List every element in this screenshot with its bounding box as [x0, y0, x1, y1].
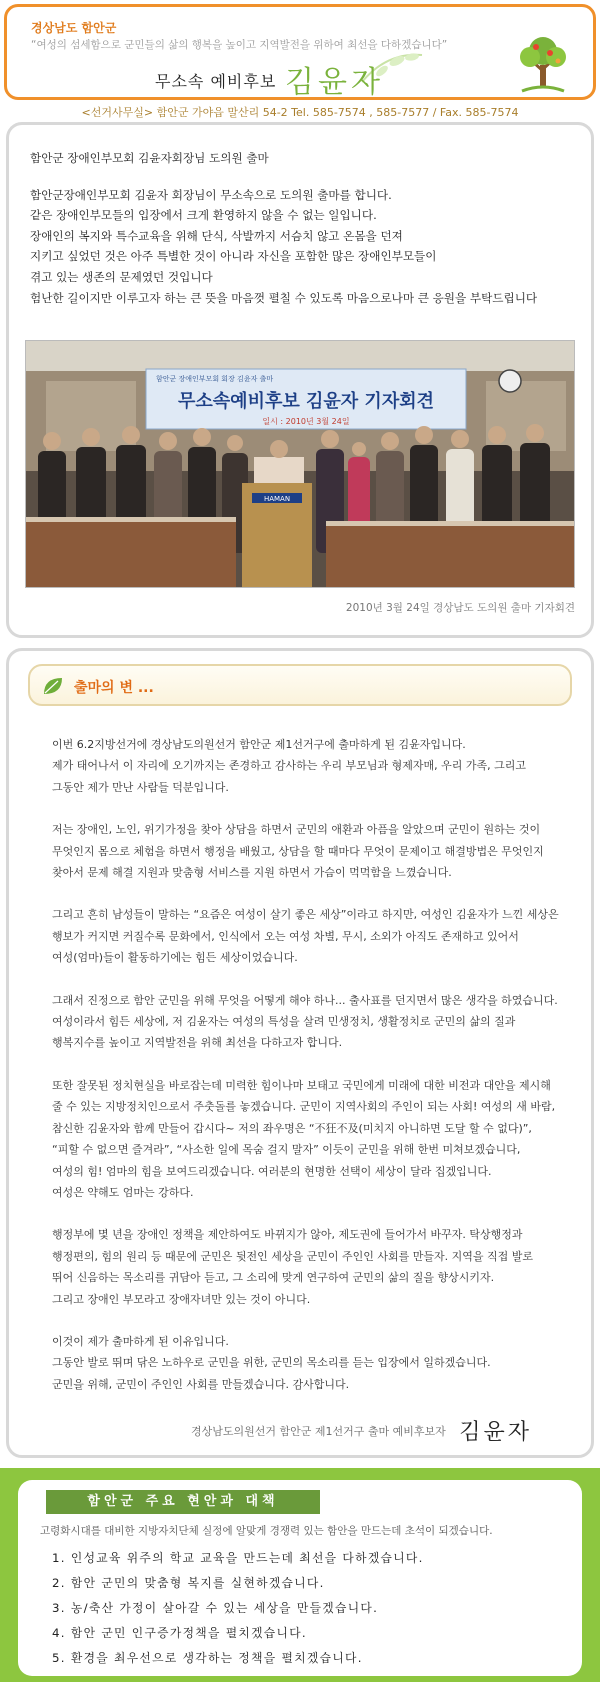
- statement-line: 그동안 발로 뛰며 닦은 노하우로 군민을 위한, 군민의 목소리를 듣는 입장에서 일하겠습니다.: [52, 1356, 491, 1370]
- intro-line: 겪고 있는 생존의 문제였던 것입니다: [30, 269, 213, 284]
- statement-paragraph: [52, 1331, 572, 1395]
- intro-title: 함안군 장애인부모회 김윤자회장님 도의원 출마: [30, 151, 269, 165]
- campaign-slogan: “여성의 섬세함으로 군민들의 삶의 행복을 높이고 지역발전을 위하여 최선을 다하겠습니다”: [31, 39, 448, 51]
- podium-logo-text: HAMAN: [263, 495, 291, 503]
- signature-line: [28, 1415, 532, 1446]
- statement-line: 여성은 약해도 엄마는 강하다.: [52, 1185, 194, 1199]
- statement-line: 제가 태어나서 이 자리에 오기까지는 존경하고 감사하는 우리 부모님과 형제자매, 우리 가족, 그리고: [52, 759, 526, 773]
- statement-line: 이번 6.2지방선거에 경상남도의원선거 함안군 제1선거구에 출마하게 된 김윤자입니다.: [52, 738, 466, 751]
- tree-logo-icon: [512, 31, 574, 97]
- statement-line: 뛰어 신음하는 목소리를 귀담아 듣고, 그 소리에 맞게 연구하여 군민의 삶의 질을 향상시키자.: [52, 1271, 495, 1285]
- photo-caption: 2010년 3월 24일 경상남도 도의원 출마 기자회견: [345, 602, 575, 614]
- statement-line: 그래서 진정으로 함안 군민을 위해 무엇을 어떻게 해야 하나... 출사표를 던지면서 많은 생각을 하였습니다.: [52, 993, 558, 1007]
- statement-line: 줄 수 있는 지방정치인으로서 주춧돌를 놓겠습니다. 군민이 지역사회의 주인이 되는 사회! 여성의 새 바람,: [52, 1100, 556, 1114]
- section-heading-bar: [28, 664, 572, 706]
- intro-line: 지키고 싶었던 것은 아주 특별한 것이 아니라 자신을 포함한 많은 장애인부모들이: [30, 249, 437, 264]
- signature-name: 김윤자: [459, 1420, 532, 1445]
- pledge-item: 3. 농/축산 가정이 살아갈 수 있는 세상을 만들겠습니다.: [52, 1601, 379, 1615]
- pledge-list: [52, 1546, 424, 1671]
- statement-line: 저는 장애인, 노인, 위기가정을 찾아 상담을 하면서 군민의 애환과 아픔을 알았으며 군민이 원하는 것이: [52, 823, 541, 837]
- statement-line: 행정부에 몇 년을 장애인 정책을 제안하여도 바뀌지가 않아, 제도권에 들어가서 바꾸자. 탁상행정과: [52, 1228, 523, 1242]
- statement-paragraph: [52, 904, 572, 968]
- intro-line: 함안군장애인부모회 김윤자 회장님이 무소속으로 도의원 출마를 합니다.: [30, 187, 392, 202]
- banner-main-text: 무소속예비후보 김윤자 기자회견: [178, 391, 434, 412]
- statement-line: 무엇인지 몸으로 체험을 하면서 행정을 배웠고, 상담을 할 때마다 무엇이 문제이고 해결방법은 무엇인지: [52, 844, 544, 858]
- statement-paragraph: [52, 819, 572, 883]
- intro-line: 장애인의 복지와 특수교육을 위해 단식, 삭발까지 서슴치 않고 온몸을 던져: [30, 228, 403, 243]
- statement-line: 행보가 커지면 커질수록 문화에서, 인식에서 오는 여성 차별, 무시, 소외가 아직도 존재하고 있어서: [52, 929, 519, 943]
- candidate-subtitle: 무소속 예비후보: [155, 72, 277, 91]
- statement-line: 행정편의, 힘의 원리 등 때문에 군민은 뒷전인 세상을 군민이 주인인 사회를 만들자. 지역을 직접 발로: [52, 1249, 533, 1263]
- pledge-title: 함안군 주요 현안과 대책: [46, 1490, 320, 1514]
- statement-line: 그리고 흔히 남성들이 말하는 “요즘은 여성이 살기 좋은 세상”이라고 하지만, 여성인 김윤자가 느낀 세상은: [52, 908, 559, 922]
- statement-line: 그리고 장애인 부모라고 장애자녀만 있는 것이 아니다.: [52, 1292, 311, 1306]
- statement-line: 또한 잘못된 정치현실을 바로잡는데 미력한 힘이나마 보태고 국민에게 미래에 대한 비전과 대안을 제시해: [52, 1078, 551, 1092]
- statement-paragraph: [52, 990, 572, 1054]
- statement-body: [52, 734, 572, 1416]
- intro-text: [30, 148, 575, 308]
- statement-paragraph: [52, 734, 572, 798]
- office-address: <선거사무실> 함안군 가야읍 말산리 54-2 Tel. 585-7574 , 585-7577 / Fax. 585-7574: [81, 106, 519, 119]
- intro-line: 험난한 길이지만 이루고자 하는 큰 뜻을 마음껏 펼칠 수 있도록 마음으로나마 큰 응원을 부탁드립니다: [30, 290, 538, 305]
- statement-paragraph: [52, 1224, 572, 1310]
- pledge-item: 4. 함안 군민 인구증가정책을 펼치겠습니다.: [52, 1626, 307, 1640]
- candidate-name: 김윤자: [285, 65, 384, 100]
- press-conference-photo: [25, 340, 575, 588]
- statement-line: 여성(엄마)들이 활동하기에는 힘든 세상이었습니다.: [52, 951, 298, 965]
- signature-label: 경상남도의원선거 함안군 제1선거구 출마 예비후보자: [190, 1425, 446, 1438]
- pledge-subtitle: 고령화시대를 대비한 지방자치단체 실정에 알맞게 경쟁력 있는 함안을 만드는데 초석이 되겠습니다.: [40, 1525, 493, 1537]
- intro-line: 같은 장애인부모들의 입장에서 크게 환영하지 않을 수 없는 일입니다.: [30, 208, 377, 223]
- section-title: 출마의 변 ...: [74, 680, 154, 696]
- statement-line: 군민을 위해, 군민이 주인인 사회를 만들겠습니다. 감사합니다.: [52, 1377, 350, 1391]
- leaf-icon: [42, 676, 64, 696]
- region-label: 경상남도 함안군: [31, 21, 117, 35]
- pledge-item: 2. 함안 군민의 맞춤형 복지를 실현하겠습니다.: [52, 1576, 325, 1590]
- statement-line: 찾아서 문제 해결 지원과 맞춤형 서비스를 지원 하면서 가슴이 먹먹함을 느꼈습니다.: [52, 866, 452, 880]
- photo-illustration: [26, 341, 575, 588]
- statement-line: 그동안 제가 만난 사람들 덕분입니다.: [52, 780, 229, 794]
- statement-paragraph: [52, 1075, 572, 1203]
- banner-small-text: 함안군 장애인부모회 회장 김윤자 출마: [156, 375, 274, 383]
- banner-date-text: 일시 : 2010년 3월 24일: [262, 417, 350, 426]
- pledge-item: 1. 인성교육 위주의 학교 교육을 만드는데 최선을 다하겠습니다.: [52, 1551, 424, 1565]
- statement-line: 여성의 힘! 엄마의 힘을 보여드리겠습니다. 여러분의 현명한 선택이 세상이 달라 집겠입니다.: [52, 1164, 492, 1178]
- statement-line: “피할 수 없으면 즐겨라”, “사소한 일에 목숨 걸지 말자” 이듯이 군민을 위해 한번 미쳐보겠습니다,: [52, 1143, 521, 1157]
- statement-line: 참신한 김윤자와 함께 만들어 갑시다~ 저의 좌우명은 “不狂不及(미치지 아니하면 도달 할 수 없다)”,: [52, 1121, 532, 1135]
- statement-line: 행복지수를 높이고 지역발전을 위해 최선을 다하고자 합니다.: [52, 1036, 343, 1050]
- statement-line: 여성이라서 힘든 세상에, 저 김윤자는 여성의 특성을 살려 민생정치, 생활정치로 군민의 삶의 질과: [52, 1015, 516, 1029]
- pledge-item: 5. 환경을 최우선으로 생각하는 정책을 펼치겠습니다.: [52, 1651, 363, 1665]
- statement-line: 이것이 제가 출마하게 된 이유입니다.: [52, 1334, 229, 1348]
- header-banner: [4, 4, 596, 100]
